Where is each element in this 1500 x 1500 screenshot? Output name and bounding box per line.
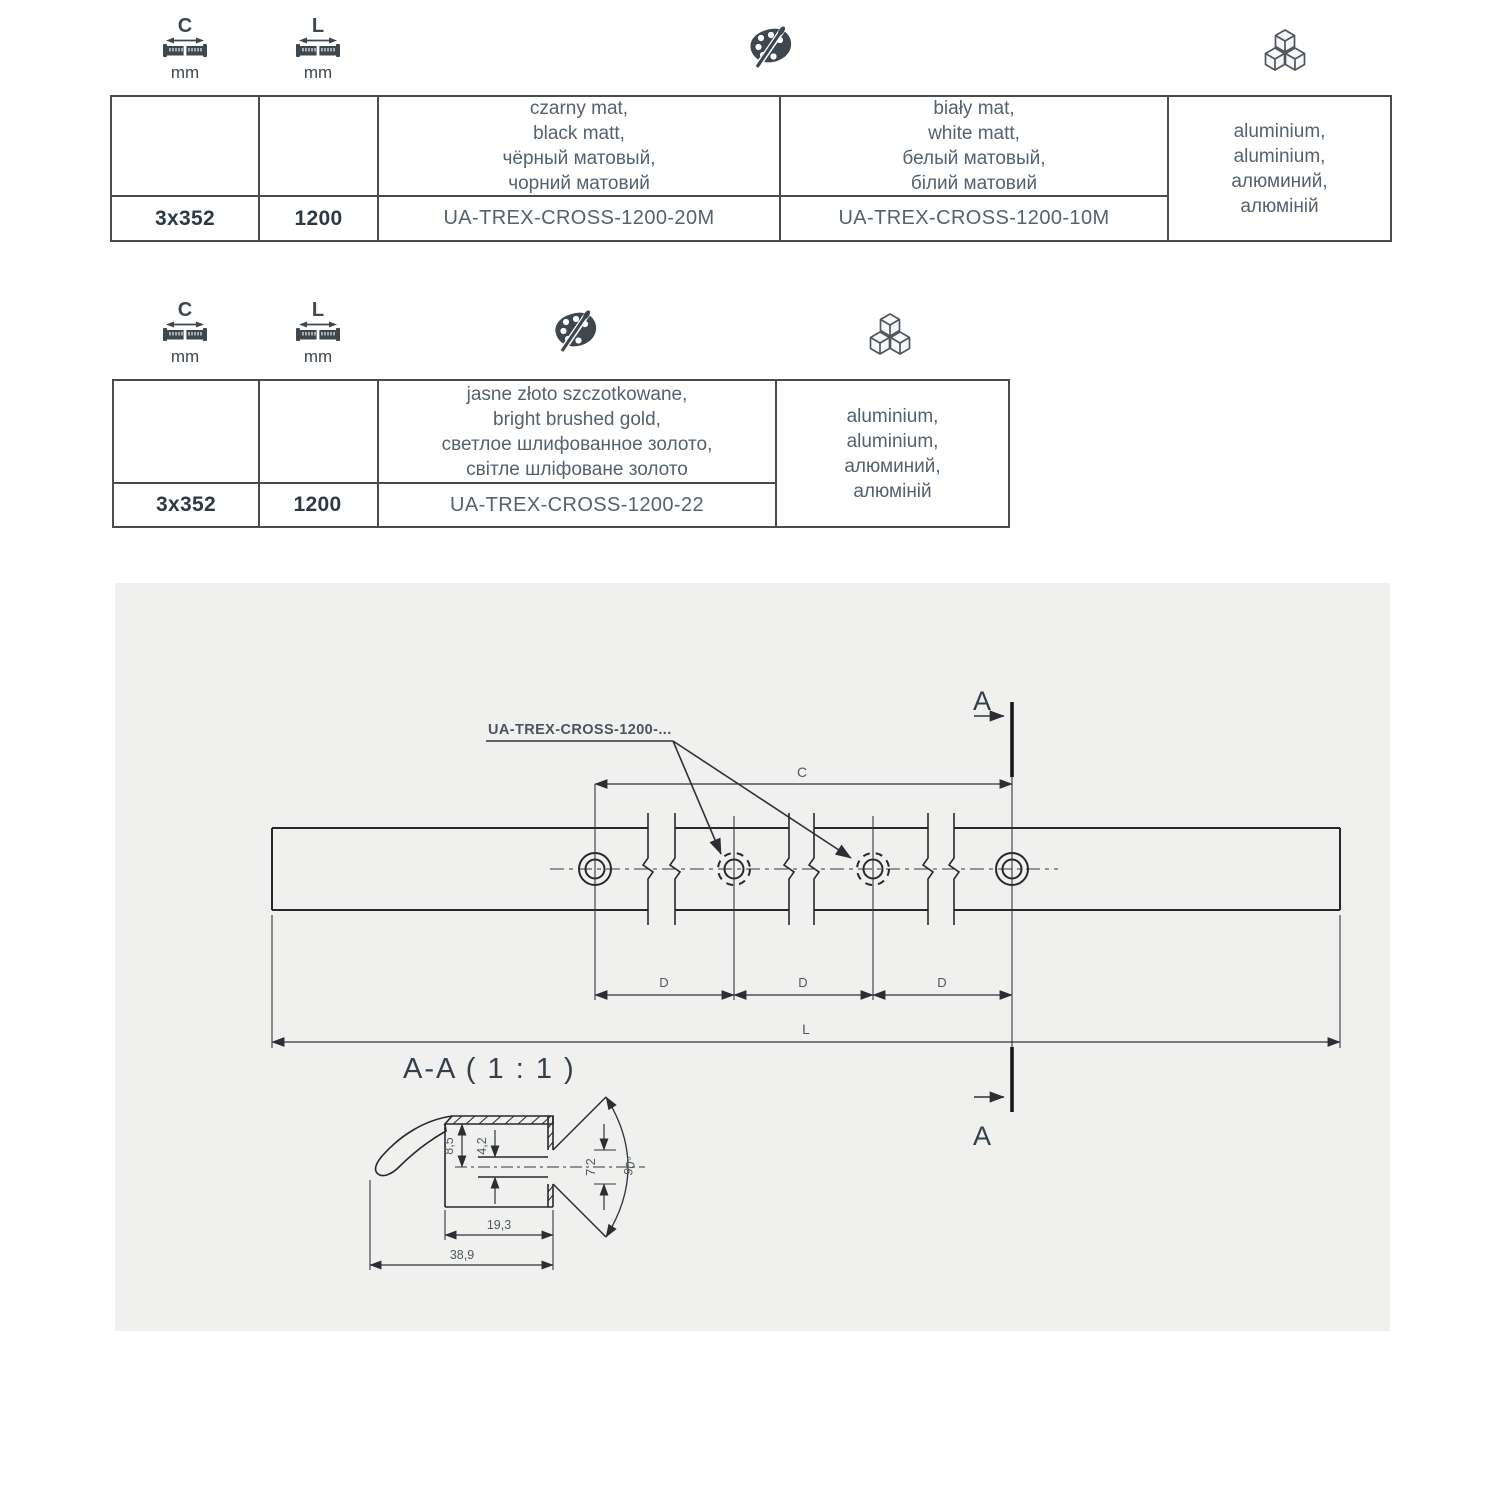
dim-d-label: D	[659, 975, 669, 990]
palette-icon	[746, 24, 794, 70]
length-letter: L	[311, 299, 325, 321]
product-code: UA-TREX-CROSS-1200-22	[449, 493, 705, 516]
width-letter: C	[177, 299, 193, 321]
product-code: UA-TREX-CROSS-1200-20M	[443, 207, 715, 229]
palette-icon	[551, 308, 599, 354]
ruler-icon	[296, 36, 340, 60]
color-cell-black	[379, 97, 779, 195]
dim-total-width-label: 38,9	[449, 1248, 475, 1262]
dim-d-group	[595, 975, 1012, 995]
product-code: UA-TREX-CROSS-1200-10M	[838, 207, 1110, 229]
technical-drawing	[115, 583, 1390, 1331]
material-line: алюміній	[853, 480, 932, 502]
dim-d-label: D	[798, 975, 808, 990]
table-border	[110, 240, 1392, 242]
table2-material-header	[865, 312, 915, 363]
material-line: aluminium,	[1233, 145, 1326, 167]
table2-width-header	[163, 300, 207, 365]
table1-width-header	[163, 16, 207, 81]
color-cell-gold	[379, 381, 775, 482]
leader-line	[673, 741, 721, 854]
color-line: bright brushed gold,	[493, 408, 661, 430]
dim-slot-label: 4,2	[475, 1137, 489, 1155]
material-cell	[777, 381, 1008, 526]
length-letter: L	[311, 15, 325, 37]
part-label: UA-TREX-CROSS-1200-...	[488, 722, 672, 738]
dim-inner-width-label: 19,3	[486, 1218, 512, 1232]
dim-l-label: L	[802, 1021, 810, 1037]
material-line: aluminium,	[1233, 120, 1326, 142]
width-letter: C	[177, 15, 193, 37]
dim-opening-label: 7,2	[584, 1158, 598, 1176]
material-line: алюминий,	[844, 455, 941, 477]
section-letter: A	[972, 1121, 992, 1151]
table-border	[1390, 95, 1392, 242]
section-cut-marker-top	[973, 686, 1012, 777]
dim-c-label: C	[796, 764, 808, 780]
part-label-group	[486, 722, 851, 858]
table1-length-header	[296, 16, 340, 81]
color-line: czarny mat,	[529, 98, 629, 119]
table-border	[112, 526, 1010, 528]
color-line: світле шліфоване золото	[466, 458, 688, 480]
section-cut-marker-bottom	[973, 1047, 1012, 1151]
color-line: белый матовый,	[902, 148, 1046, 169]
leader-line	[673, 741, 851, 858]
dim-c-group	[595, 764, 1012, 784]
table2-color-header	[551, 308, 599, 359]
color-line: jasne złoto szczotkowane,	[466, 383, 688, 405]
color-line: white matt,	[928, 123, 1020, 144]
table1-material-header	[1260, 28, 1310, 79]
dim-depth-label: 8,5	[442, 1137, 456, 1155]
cubes-icon	[865, 312, 915, 358]
ruler-icon	[163, 36, 207, 60]
table2-length-header	[296, 300, 340, 365]
hole-axis-lines	[595, 777, 1012, 1047]
table-border	[1008, 379, 1010, 528]
color-line: black matt,	[533, 123, 625, 144]
spec-table-2	[112, 379, 1010, 528]
dim-angle-label: 90°	[620, 1155, 640, 1177]
c-value: 3x352	[155, 206, 215, 230]
table1-color-header	[746, 24, 794, 75]
unit-label: mm	[303, 63, 333, 82]
unit-label: mm	[170, 63, 200, 82]
technical-drawing-panel	[115, 583, 1390, 1331]
section-title: A-A ( 1 : 1 )	[403, 1053, 576, 1085]
material-line: алюминий,	[1231, 170, 1328, 192]
unit-label: mm	[170, 347, 200, 366]
l-value: 1200	[294, 206, 343, 230]
color-line: чёрный матовый,	[502, 148, 656, 169]
color-cell-white	[781, 97, 1167, 195]
color-line: светлое шлифованное золото,	[441, 433, 713, 455]
unit-label: mm	[303, 347, 333, 366]
l-value: 1200	[293, 493, 342, 516]
c-value: 3x352	[156, 493, 216, 516]
dim-d-label: D	[937, 975, 947, 990]
cubes-icon	[1260, 28, 1310, 74]
material-cell	[1169, 97, 1390, 240]
color-line: білий матовий	[910, 173, 1038, 194]
material-line: aluminium,	[846, 430, 939, 452]
ruler-icon	[163, 320, 207, 344]
color-line: чорний матовий	[508, 173, 650, 194]
material-line: aluminium,	[846, 405, 939, 427]
spec-table-1	[110, 95, 1392, 242]
ruler-icon	[296, 320, 340, 344]
material-line: алюміній	[1240, 195, 1319, 217]
color-line: biały mat,	[933, 98, 1015, 119]
cross-section-view	[370, 1097, 645, 1270]
section-letter: A	[972, 686, 992, 716]
